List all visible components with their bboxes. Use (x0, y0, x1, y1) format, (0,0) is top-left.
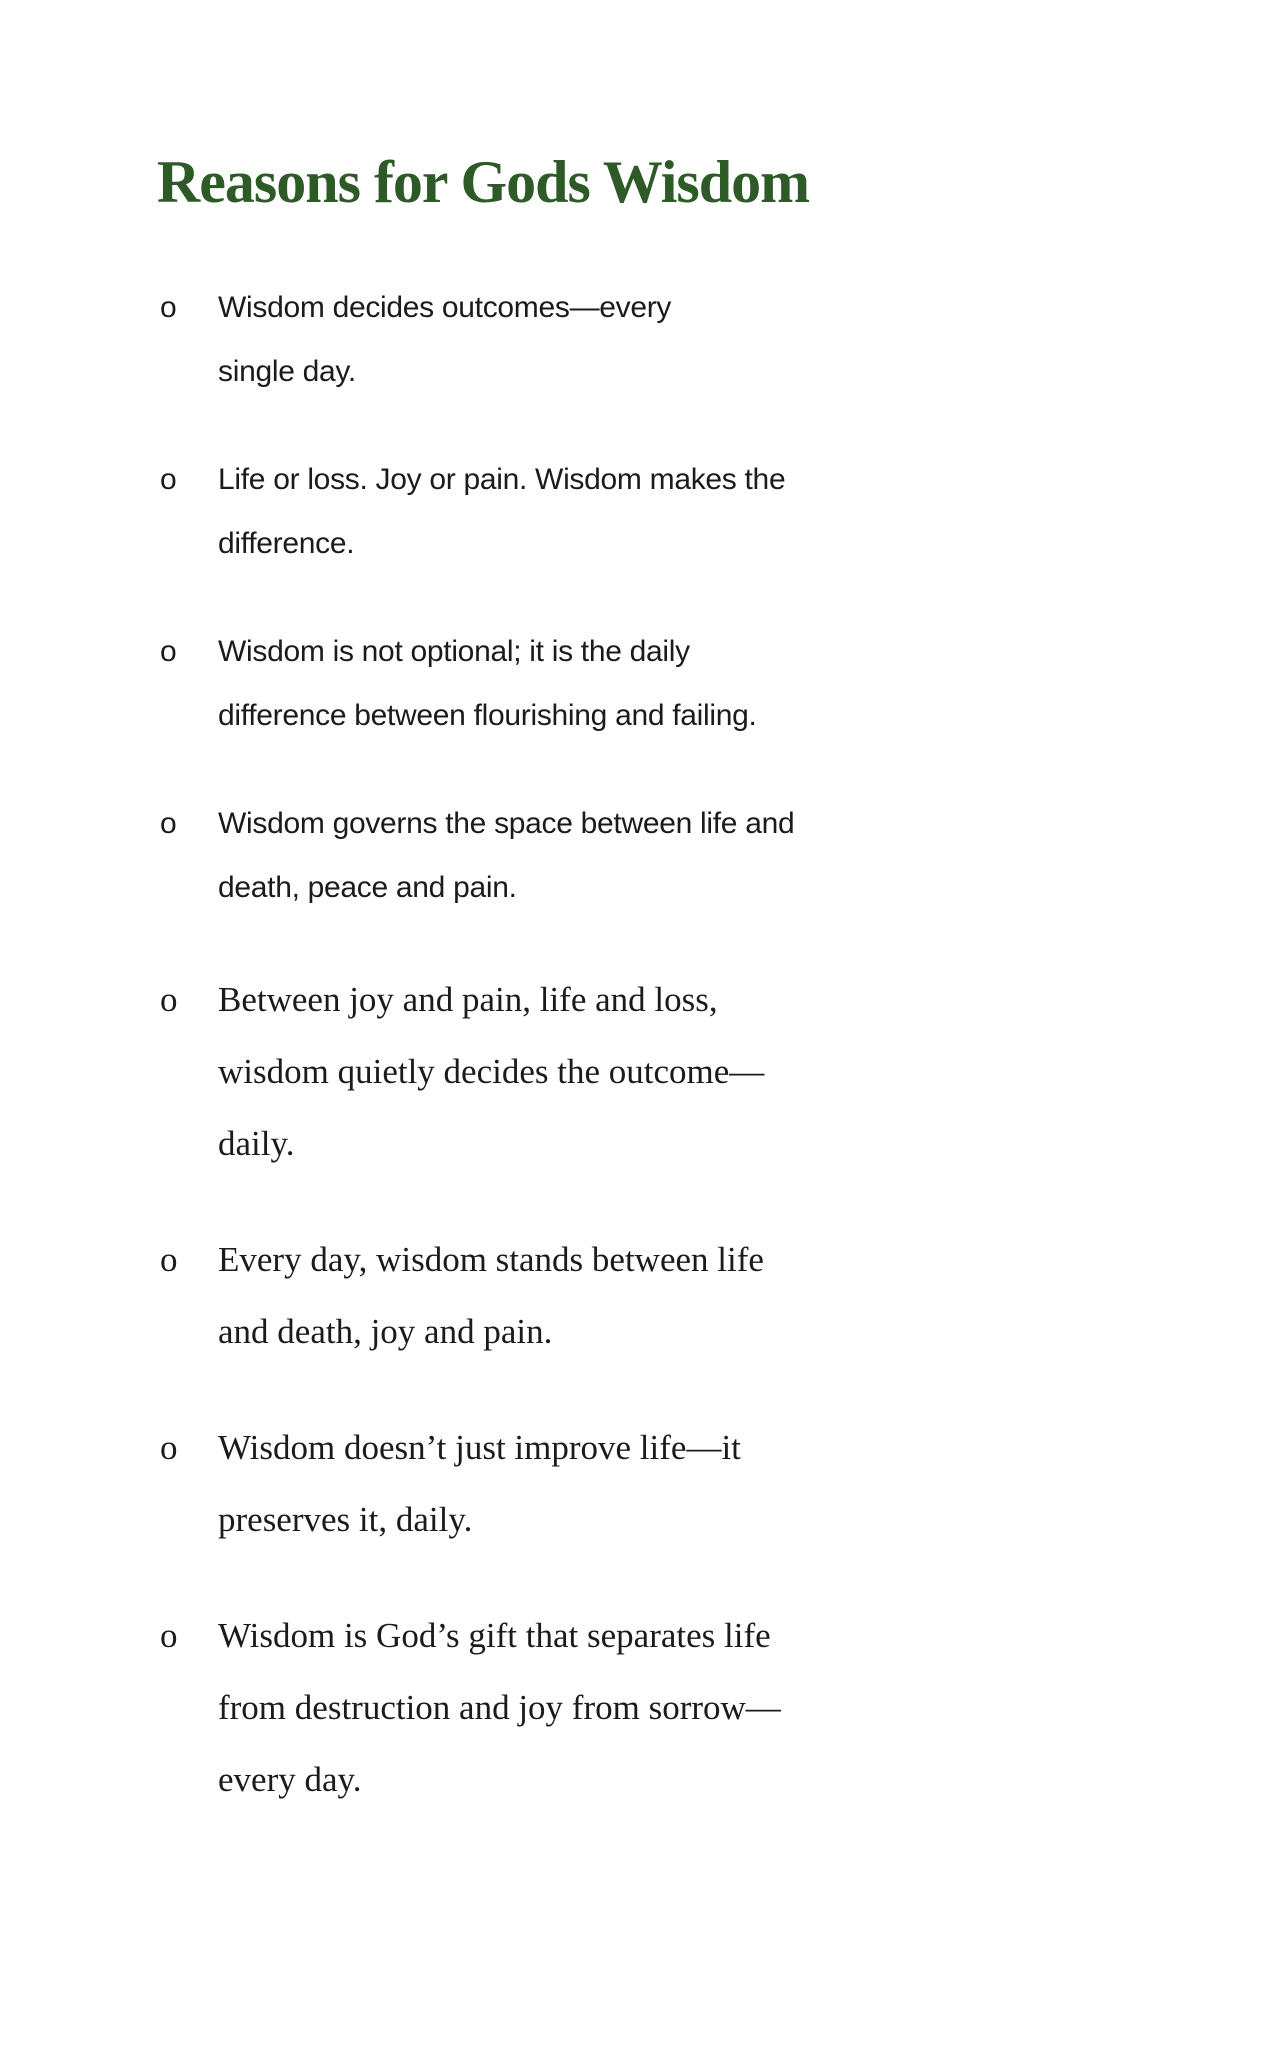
bullet-marker: o (160, 807, 177, 840)
list-item-line: daily. (218, 1124, 295, 1163)
list-item-text (218, 620, 920, 748)
list-item-text (218, 1600, 920, 1816)
bullet-marker: o (160, 980, 178, 1019)
list-item-line: Wisdom is not optional; it is the daily (218, 635, 690, 668)
list-item-line: Between joy and pain, life and loss, (218, 980, 718, 1019)
list-item-text (218, 448, 920, 576)
list-item (160, 620, 920, 748)
list-item-line: death, peace and pain. (218, 871, 517, 904)
list-item-text (218, 276, 920, 404)
bullet-marker: o (160, 1428, 178, 1467)
list-item (160, 964, 920, 1180)
bullet-marker: o (160, 1240, 178, 1279)
bullet-marker: o (160, 635, 177, 668)
list-item (160, 276, 920, 404)
bullet-marker: o (160, 1616, 178, 1655)
list-item-line: Wisdom decides outcomes—every (218, 291, 672, 324)
list-item-line: and death, joy and pain. (218, 1312, 553, 1351)
list-item-text (218, 1224, 920, 1368)
list-item (160, 1600, 920, 1816)
list-item-text (218, 1412, 920, 1556)
list-item-line: difference. (218, 527, 355, 560)
list-item (160, 792, 920, 920)
bullet-marker: o (160, 291, 177, 324)
list-item (160, 448, 920, 576)
list-item-line: from destruction and joy from sorrow— (218, 1688, 781, 1727)
list-item (160, 1224, 920, 1368)
bullet-list (160, 276, 920, 1860)
list-item-line: Wisdom doesn’t just improve life—it (218, 1428, 741, 1467)
list-item-line: Life or loss. Joy or pain. Wisdom makes the (218, 463, 786, 496)
list-item-text (218, 792, 920, 920)
list-item-line: Every day, wisdom stands between life (218, 1240, 764, 1279)
list-item-text (218, 964, 920, 1180)
list-item-line: every day. (218, 1760, 362, 1799)
list-item-line: Wisdom governs the space between life and (218, 807, 795, 840)
list-item (160, 1412, 920, 1556)
list-item-line: difference between flourishing and failing. (218, 699, 757, 732)
list-item-line: Wisdom is God’s gift that separates life (218, 1616, 771, 1655)
list-item-line: wisdom quietly decides the outcome— (218, 1052, 765, 1091)
page-title: Reasons for Gods Wisdom (156, 149, 810, 215)
list-item-line: single day. (218, 355, 356, 388)
bullet-marker: o (160, 463, 177, 496)
list-item-line: preserves it, daily. (218, 1500, 473, 1539)
